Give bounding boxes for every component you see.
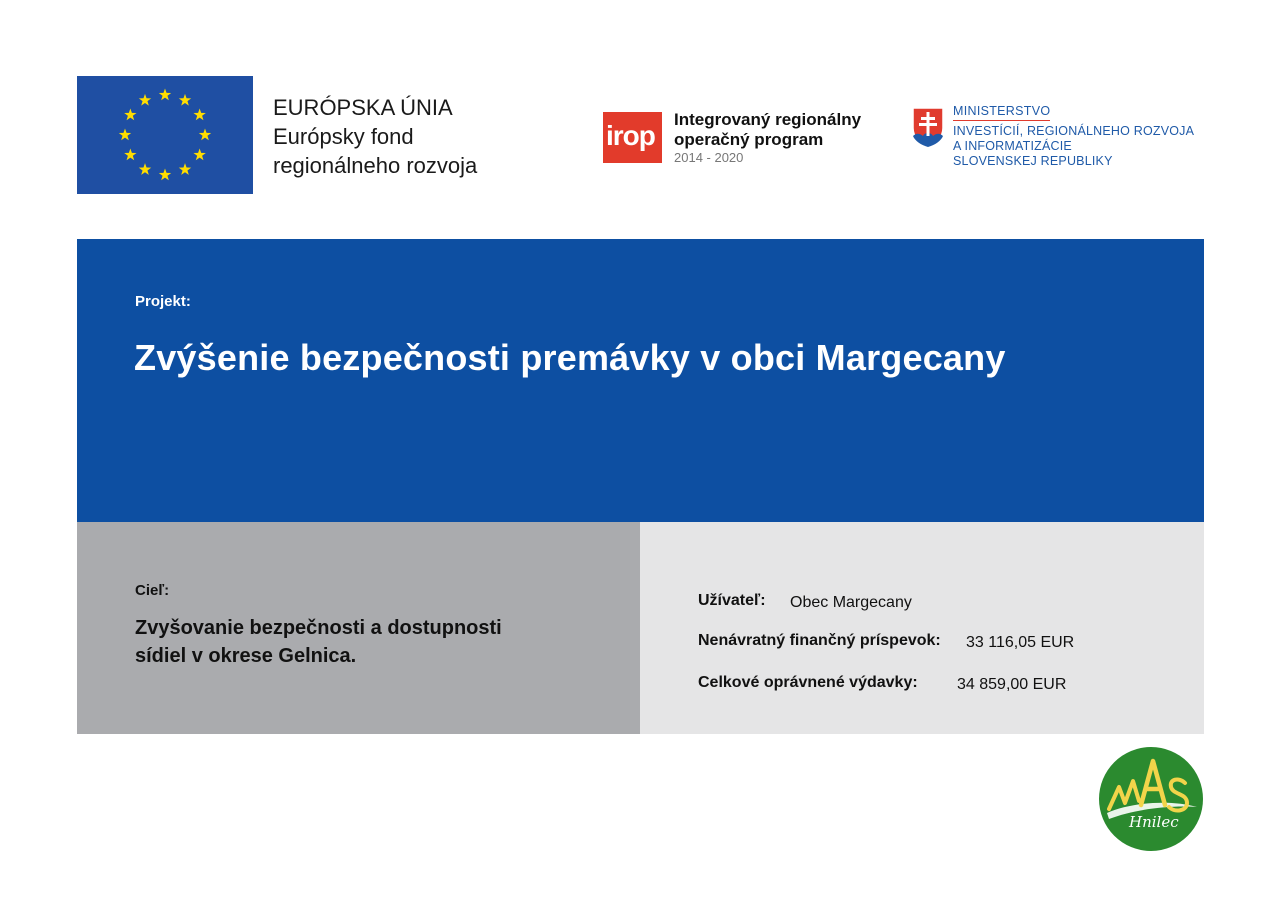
eu-star-icon <box>124 149 136 161</box>
irop-line2: operačný program <box>674 130 824 149</box>
eu-line2: regionálneho rozvoja <box>273 153 478 178</box>
user-label: Užívateľ: <box>698 592 766 609</box>
eu-star-icon <box>159 169 171 181</box>
eu-star-icon <box>119 129 131 141</box>
info-row-user <box>698 592 912 611</box>
goal-panel <box>77 522 640 734</box>
goal-label: Cieľ: <box>135 582 170 599</box>
ministry-line2: A INFORMATIZÁCIE <box>953 139 1072 153</box>
project-panel <box>77 239 1204 522</box>
eu-title: EURÓPSKA ÚNIA <box>273 95 453 120</box>
ministry-line1: INVESTÍCIÍ, REGIONÁLNEHO ROZVOJA <box>953 124 1195 138</box>
goal-line2: sídiel v okrese Gelnica. <box>135 645 357 667</box>
eu-star-icon <box>193 109 205 121</box>
ministry-line3: SLOVENSKEJ REPUBLIKY <box>953 154 1113 168</box>
project-label: Projekt: <box>135 293 191 310</box>
user-value: Obec Margecany <box>790 594 912 611</box>
goal-text <box>135 614 575 670</box>
info-panel <box>640 522 1204 734</box>
mas-hnilec-logo-icon <box>1099 747 1203 851</box>
eu-star-icon <box>193 149 205 161</box>
info-row-grant <box>698 632 1075 651</box>
irop-logo-text: irop <box>606 120 655 151</box>
eu-star-icon <box>179 94 191 106</box>
total-label: Celkové oprávnené výdavky: <box>698 674 918 691</box>
slovak-crest-icon <box>911 106 945 148</box>
total-value: 34 859,00 EUR <box>957 676 1067 693</box>
irop-years: 2014 - 2020 <box>674 150 744 165</box>
goal-line1: Zvyšovanie bezpečnosti a dostupnosti <box>135 617 502 639</box>
eu-line1: Európsky fond <box>273 124 414 149</box>
eu-star-icon <box>139 163 151 175</box>
grant-value: 33 116,05 EUR <box>966 634 1075 651</box>
ministry-head: MINISTERSTVO <box>953 104 1050 121</box>
irop-text <box>674 110 861 166</box>
project-title: Zvýšenie bezpečnosti premávky v obci Margecany <box>134 337 1006 378</box>
eu-star-icon <box>139 94 151 106</box>
eu-star-icon <box>124 109 136 121</box>
eu-flag-icon <box>77 76 253 194</box>
grant-label: Nenávratný finančný príspevok: <box>698 632 941 649</box>
ministry-text <box>953 104 1194 169</box>
eu-star-icon <box>159 89 171 101</box>
mas-script-text: Hnilec <box>1129 813 1179 831</box>
eu-star-icon <box>179 163 191 175</box>
irop-line1: Integrovaný regionálny <box>674 110 862 129</box>
info-row-total <box>698 674 1067 693</box>
irop-logo-icon <box>603 112 662 163</box>
eu-fund-text <box>273 93 477 180</box>
eu-star-icon <box>199 129 211 141</box>
